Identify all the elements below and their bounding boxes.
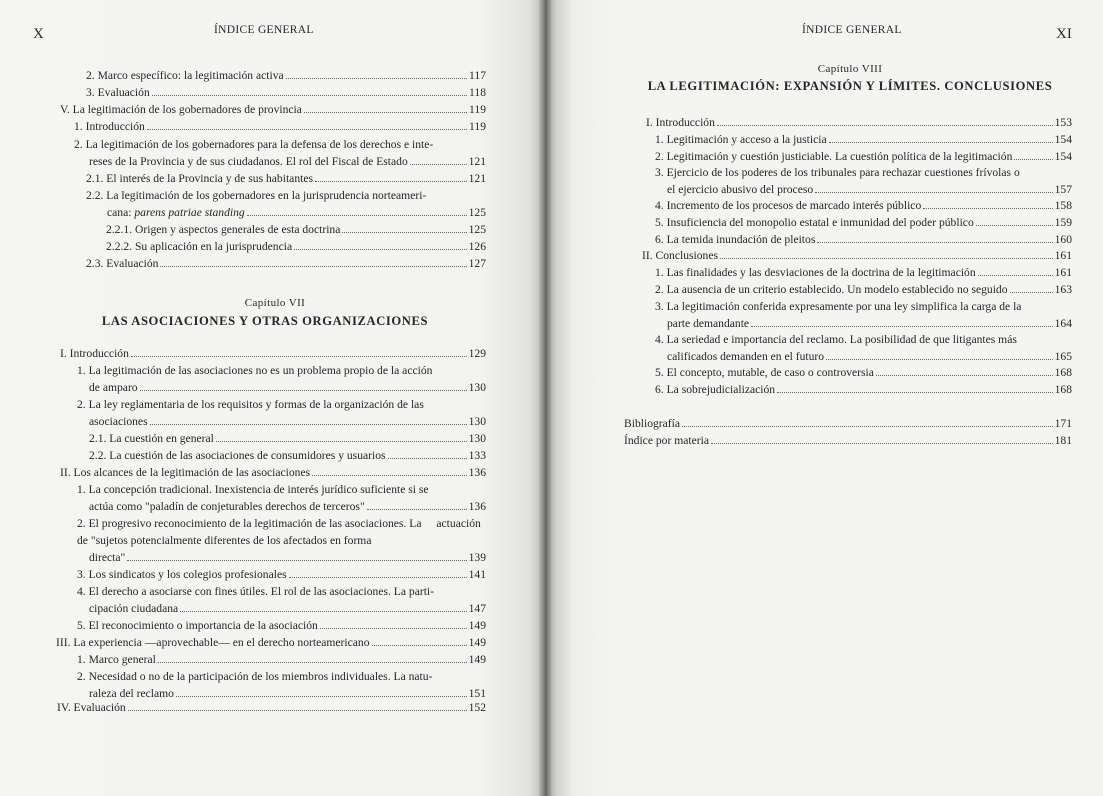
chapter-title: LAS ASOCIACIONES Y OTRAS ORGANIZACIONES: [101, 314, 429, 328]
toc-entry: 1. Las finalidades y las desviaciones de la doctrina de la legitimación 161: [655, 266, 1072, 279]
toc-entry: 1. Introducción 119: [74, 120, 486, 133]
toc-entry: III. La experiencia —aprovechable— en el derecho norteamericano 149: [56, 636, 486, 649]
right-page: [545, 0, 1103, 796]
toc-entry: 6. La temida inundación de pleitos 160: [655, 233, 1072, 246]
toc-entry: 5. El reconocimiento o importancia de la asociación 149: [77, 619, 486, 632]
toc-entry: 1. La concepción tradicional. Inexistencia de interés jurídico suficiente si se actúa como "paladín de conjeturables derechos de terceros" 136: [77, 483, 486, 513]
left-page: [0, 0, 545, 796]
toc-entry: 4. La seriedad e importancia del reclamo. La posibilidad de que litigantes más calificados demanden en el futuro 165: [655, 333, 1072, 363]
chapter-title: LA LEGITIMACIÓN: EXPANSIÓN Y LÍMITES. CONCLUSIONES: [647, 79, 1053, 93]
toc-entry: 2.3. Evaluación 127: [86, 257, 486, 270]
toc-entry: II. Los alcances de la legitimación de las asociaciones 136: [60, 466, 486, 479]
chapter-label: Capítulo VIII: [817, 63, 883, 75]
book-gutter-shadow: [538, 0, 552, 796]
left-running-header: ÍNDICE GENERAL: [214, 24, 314, 36]
toc-entry: 1. La legitimación de las asociaciones no es un problema propio de la acción de amparo 130: [77, 364, 486, 394]
toc-entry: 1. Marco general 149: [77, 653, 486, 666]
toc-entry: V. La legitimación de los gobernadores de provincia 119: [60, 103, 486, 116]
toc-entry: 2.2.2. Su aplicación en la jurisprudencia 126: [106, 240, 486, 253]
toc-entry: 2.1. La cuestión en general 130: [89, 432, 486, 445]
toc-entry: Índice por materia 181: [624, 434, 1072, 447]
toc-entry: 3. Los sindicatos y los colegios profesionales 141: [77, 568, 486, 581]
toc-entry: 3. La legitimación conferida expresamente por una ley simplifica la carga de la parte demandante 164: [655, 300, 1072, 330]
toc-entry: 1. Legitimación y acceso a la justicia 154: [655, 133, 1072, 146]
toc-entry: I. Introducción 129: [60, 347, 486, 360]
toc-entry: 5. Insuficiencia del monopolio estatal e inmunidad del poder público 159: [655, 216, 1072, 229]
toc-entry: 2. La ausencia de un criterio establecido. Un modelo establecido no seguido 163: [655, 283, 1072, 296]
toc-entry: 2.2. La cuestión de las asociaciones de consumidores y usuarios 133: [89, 449, 486, 462]
toc-entry: 2.1. El interés de la Provincia y de sus habitantes 121: [86, 172, 486, 185]
toc-entry: 2.2. La legitimación de los gobernadores en la jurisprudencia norteameri- cana: parens patriae standing 125: [86, 189, 486, 219]
toc-entry: 3. Evaluación 118: [86, 86, 486, 99]
toc-entry: 5. El concepto, mutable, de caso o controversia 168: [655, 366, 1072, 379]
toc-entry: 2. La ley reglamentaria de los requisitos y formas de la organización de las asociaciones 130: [77, 398, 486, 428]
toc-entry: I. Introducción 153: [646, 116, 1072, 129]
toc-entry: Bibliografía 171: [624, 417, 1072, 430]
toc-entry: 2. Legitimación y cuestión justiciable. La cuestión política de la legitimación 154: [655, 150, 1072, 163]
toc-entry: 6. La sobrejudicialización 168: [655, 383, 1072, 396]
right-running-header: ÍNDICE GENERAL: [802, 24, 902, 36]
toc-entry: 2. La legitimación de los gobernadores para la defensa de los derechos e inte- reses de la Provincia y de sus ciudadanos. El rol del Fiscal de Estado 121: [74, 138, 486, 168]
toc-entry: 2. El progresivo reconocimiento de la legitimación de las asociaciones. La actuación de "sujetos potencialmente diferentes de los afectados en forma directa" 139: [77, 517, 486, 564]
toc-entry: 2. Marco específico: la legitimación activa 117: [86, 69, 486, 82]
toc-entry: 2.2.1. Origen y aspectos generales de esta doctrina 125: [106, 223, 486, 236]
toc-entry: 2. Necesidad o no de la participación de los miembros individuales. La natu- raleza del reclamo 151: [77, 670, 486, 700]
toc-entry: 4. Incremento de los procesos de marcado interés público 158: [655, 199, 1072, 212]
toc-entry: 3. Ejercicio de los poderes de los tribunales para rechazar cuestiones frívolas o el ejercicio abusivo del proceso 157: [655, 166, 1072, 196]
left-page-number: X: [33, 26, 44, 42]
toc-entry: IV. Evaluación 152: [57, 701, 486, 714]
right-page-number: XI: [1056, 26, 1072, 42]
toc-entry: II. Conclusiones 161: [642, 249, 1072, 262]
chapter-label: Capítulo VII: [244, 297, 306, 309]
toc-entry: 4. El derecho a asociarse con fines útiles. El rol de las asociaciones. La parti- cipación ciudadana 147: [77, 585, 486, 615]
